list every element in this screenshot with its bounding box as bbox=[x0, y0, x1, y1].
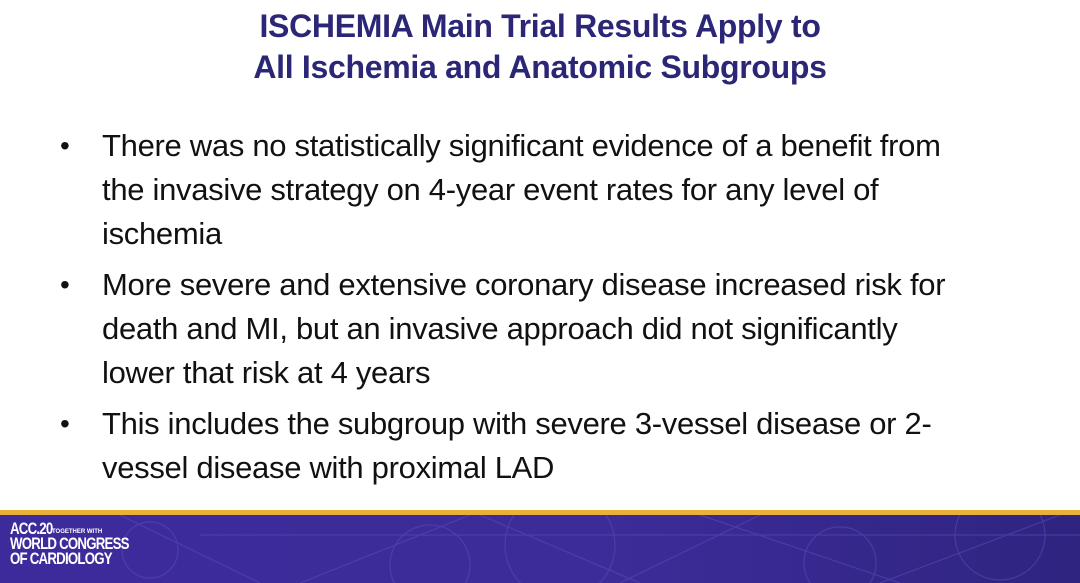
bullet-item-1 bbox=[0, 124, 952, 256]
logo-small-text: TOGETHER WITH bbox=[52, 529, 103, 535]
bullet-item-2 bbox=[0, 263, 952, 395]
bullet-list bbox=[0, 124, 1080, 497]
slide-title bbox=[0, 6, 1080, 88]
footer-bar bbox=[0, 515, 1080, 583]
bullet-dot-icon: • bbox=[60, 269, 70, 300]
logo-line-1: ACC.20 bbox=[10, 519, 53, 538]
bullet-text-3: This includes the subgroup with severe 3-vessel disease or 2-vessel disease with proximal LAD bbox=[102, 406, 932, 485]
slide-title-line-1: ISCHEMIA Main Trial Results Apply to bbox=[259, 8, 821, 44]
bullet-dot-icon: • bbox=[60, 130, 70, 161]
bullet-item-3 bbox=[0, 402, 952, 490]
bullet-dot-icon: • bbox=[60, 408, 70, 439]
logo-line-3: OF CARDIOLOGY bbox=[10, 549, 112, 568]
slide-title-line-2: All Ischemia and Anatomic Subgroups bbox=[253, 49, 827, 85]
bullet-text-2: More severe and extensive coronary disease increased risk for death and MI, but an invasive approach did not significantly lower that risk at 4 years bbox=[102, 267, 946, 390]
acc20-logo bbox=[10, 521, 162, 566]
bullet-text-1: There was no statistically significant evidence of a benefit from the invasive strategy on 4-year event rates for any level of ischemia bbox=[102, 128, 941, 251]
logo-line-2: WORLD CONGRESS bbox=[10, 534, 129, 553]
